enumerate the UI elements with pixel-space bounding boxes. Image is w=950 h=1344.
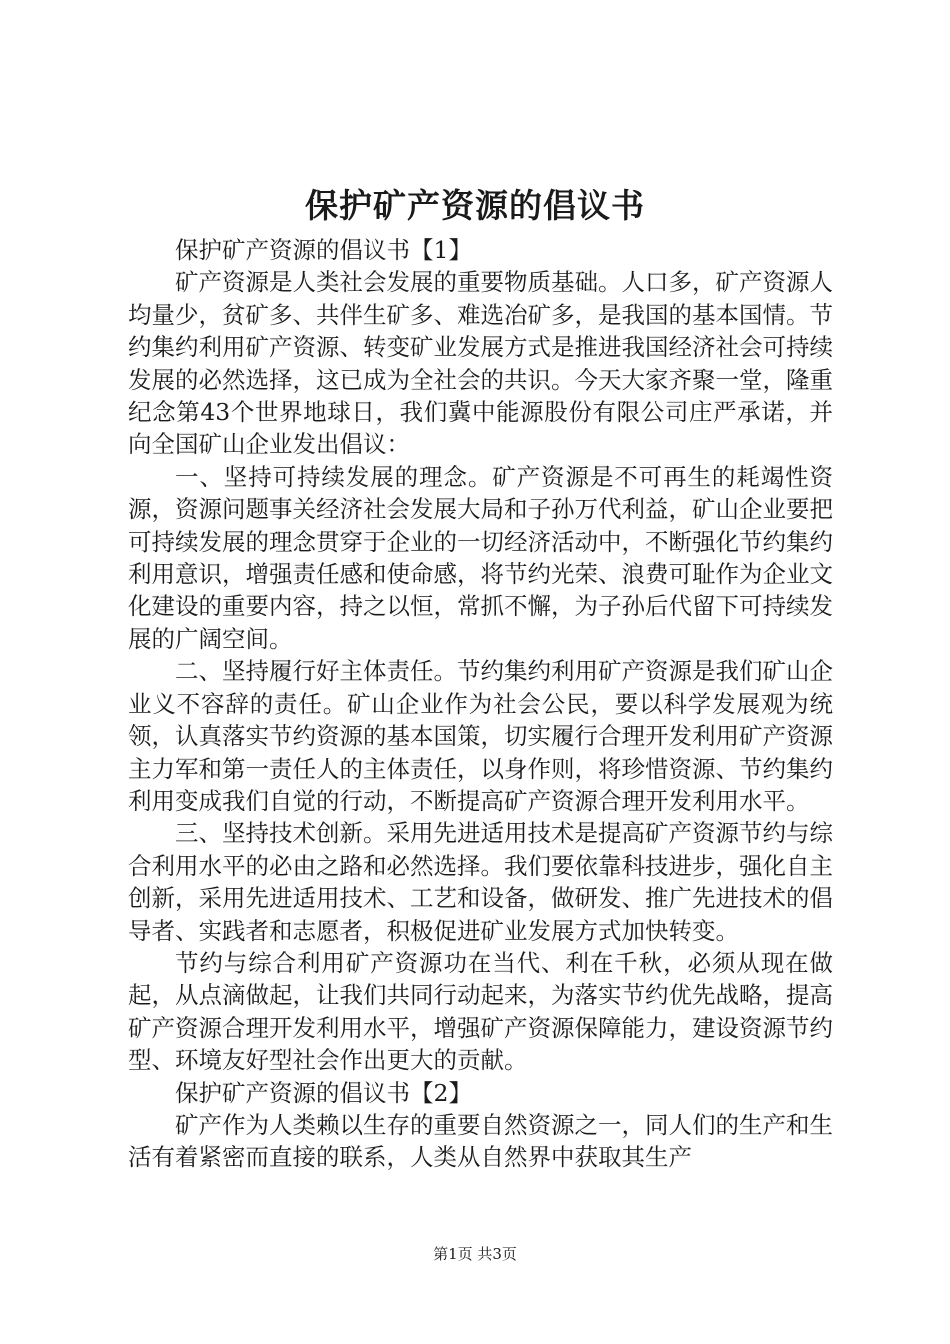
page-footer: 第1页 共3页 [433, 1245, 517, 1263]
paragraph-point-1: 一、坚持可持续发展的理念。矿产资源是不可再生的耗竭性资源，资源问题事关经济社会发展大局和子孙万代利益，矿山企业要把可持续发展的理念贯穿于企业的一切经济活动中，不断强化节约集约利用意识，增强责任感和使命感，将节约光荣、浪费可耻作为企业文化建设的重要内容，持之以恒，常抓不懈，为子孙后代留下可持续发展的广阔空间。 [128, 462, 833, 653]
section-heading-1: 保护矿产资源的倡议书【1】 [175, 236, 472, 264]
paragraph-point-3: 三、坚持技术创新。采用先进适用技术是提高矿产资源节约与综合利用水平的必由之路和必然选择。我们要依靠科技进步，强化自主创新，采用先进适用技术、工艺和设备，做研发、推广先进技术的倡导者、实践者和志愿者，积极促进矿业发展方式加快转变。 [128, 819, 833, 945]
paragraph-intro: 矿产资源是人类社会发展的重要物质基础。人口多，矿产资源人均量少，贫矿多、共伴生矿多、难选冶矿多，是我国的基本国情。节约集约利用矿产资源、转变矿业发展方式是推进我国经济社会可持续发展的必然选择，这已成为全社会的共识。今天大家齐聚一堂，隆重纪念第43个世界地球日，我们冀中能源股份有限公司庄严承诺，并向全国矿山企业发出倡议： [128, 268, 833, 459]
paragraph-conclusion: 节约与综合利用矿产资源功在当代、利在千秋，必须从现在做起，从点滴做起，让我们共同行动起来，为落实节约优先战略，提高矿产资源合理开发利用水平，增强矿产资源保障能力，建设资源节约型、环境友好型社会作出更大的贡献。 [128, 948, 833, 1075]
paragraph-section-2-start: 矿产作为人类赖以生存的重要自然资源之一，同人们的生产和生活有着紧密而直接的联系，人类从自然界中获取其生产 [128, 1110, 833, 1172]
section-heading-2: 保护矿产资源的倡议书【2】 [175, 1078, 472, 1107]
document-body [128, 234, 833, 1174]
paragraph-point-2: 二、坚持履行好主体责任。节约集约利用矿产资源是我们矿山企业义不容辞的责任。矿山企业作为社会公民，要以科学发展观为统领，认真落实节约资源的基本国策，切实履行合理开发利用矿产资源主力军和第一责任人的主体责任，以身作则，将珍惜资源、节约集约利用变成我们自觉的行动，不断提高矿产资源合理开发利用水平。 [128, 657, 833, 815]
document-title: 保护矿产资源的倡议书 [305, 186, 645, 225]
